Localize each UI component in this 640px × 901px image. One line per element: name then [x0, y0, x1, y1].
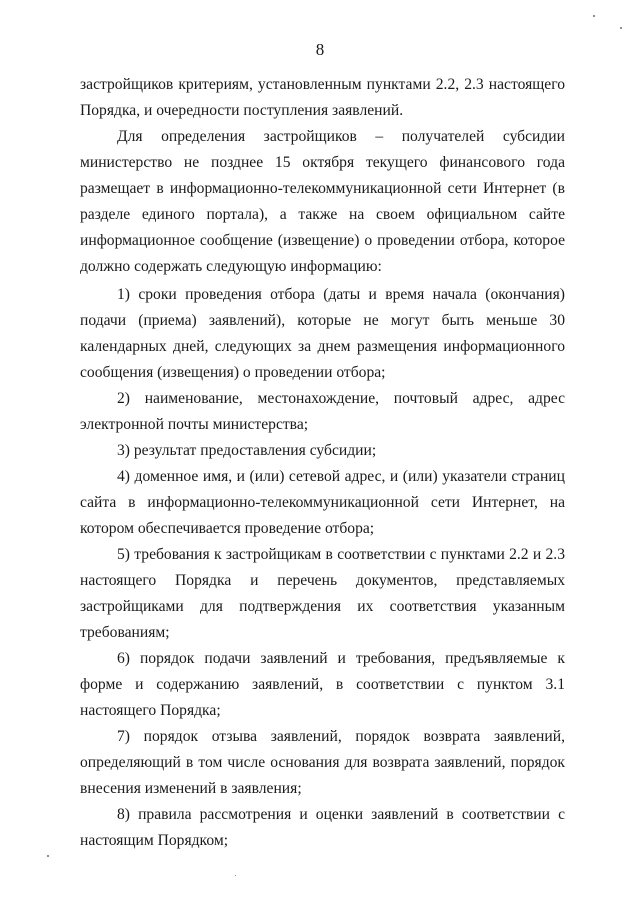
paragraph-4: 2) наименование, местонахождение, почтовый адрес, адрес электронной почты министерства; [80, 390, 565, 433]
paragraph-2: Для определения застройщиков – получателей субсидии министерство не позднее 15 октября текущего финансового года размещает в информационно-телекоммуникационной сети Интернет (в разделе единого портала), а также на своем официальном сайте информационное сообщение (извещение) о проведении отбора, которое должно содержать следующую информацию: [80, 128, 565, 275]
paragraph-3: 1) сроки проведения отбора (даты и время начала (окончания) подачи (приема) заявлений), которые не могут быть меньше 30 календарных дней, следующих за днем размещения информационного сообщения (извещения) о проведении отбора; [80, 286, 565, 381]
paragraph-9: 7) порядок отзыва заявлений, порядок возврата заявлений, определяющий в том числе основания для возврата заявлений, порядок внесения изменений в заявления; [80, 728, 565, 797]
paragraph-6: 4) доменное имя, и (или) сетевой адрес, и (или) указатели страниц сайта в информационно-телекоммуникационной сети Интернет, на котором обеспечивается проведение отбора; [80, 468, 565, 537]
scan-speck [47, 855, 49, 857]
page-number: 8 [315, 40, 325, 59]
paragraph-7: 5) требования к застройщикам в соответствии с пунктами 2.2 и 2.3 настоящего Порядка и перечень документов, представляемых застройщиками для подтверждения их соответствия указанным требованиям; [80, 546, 565, 641]
scan-speck [593, 15, 595, 17]
paragraph-5: 3) результат предоставления субсидии; [117, 442, 377, 459]
paragraph-8: 6) порядок подачи заявлений и требования, предъявляемые к форме и содержанию заявлений, в соответствии с пунктом 3.1 настоящего Порядка; [80, 650, 565, 719]
paragraph-1: застройщиков критериям, установленным пунктами 2.2, 2.3 настоящего Порядка, и очередности поступления заявлений. [80, 76, 565, 119]
scan-speck [620, 27, 622, 29]
paragraph-10: 8) правила рассмотрения и оценки заявлений в соответствии с настоящим Порядком; [80, 806, 565, 849]
scan-speck [235, 875, 236, 876]
